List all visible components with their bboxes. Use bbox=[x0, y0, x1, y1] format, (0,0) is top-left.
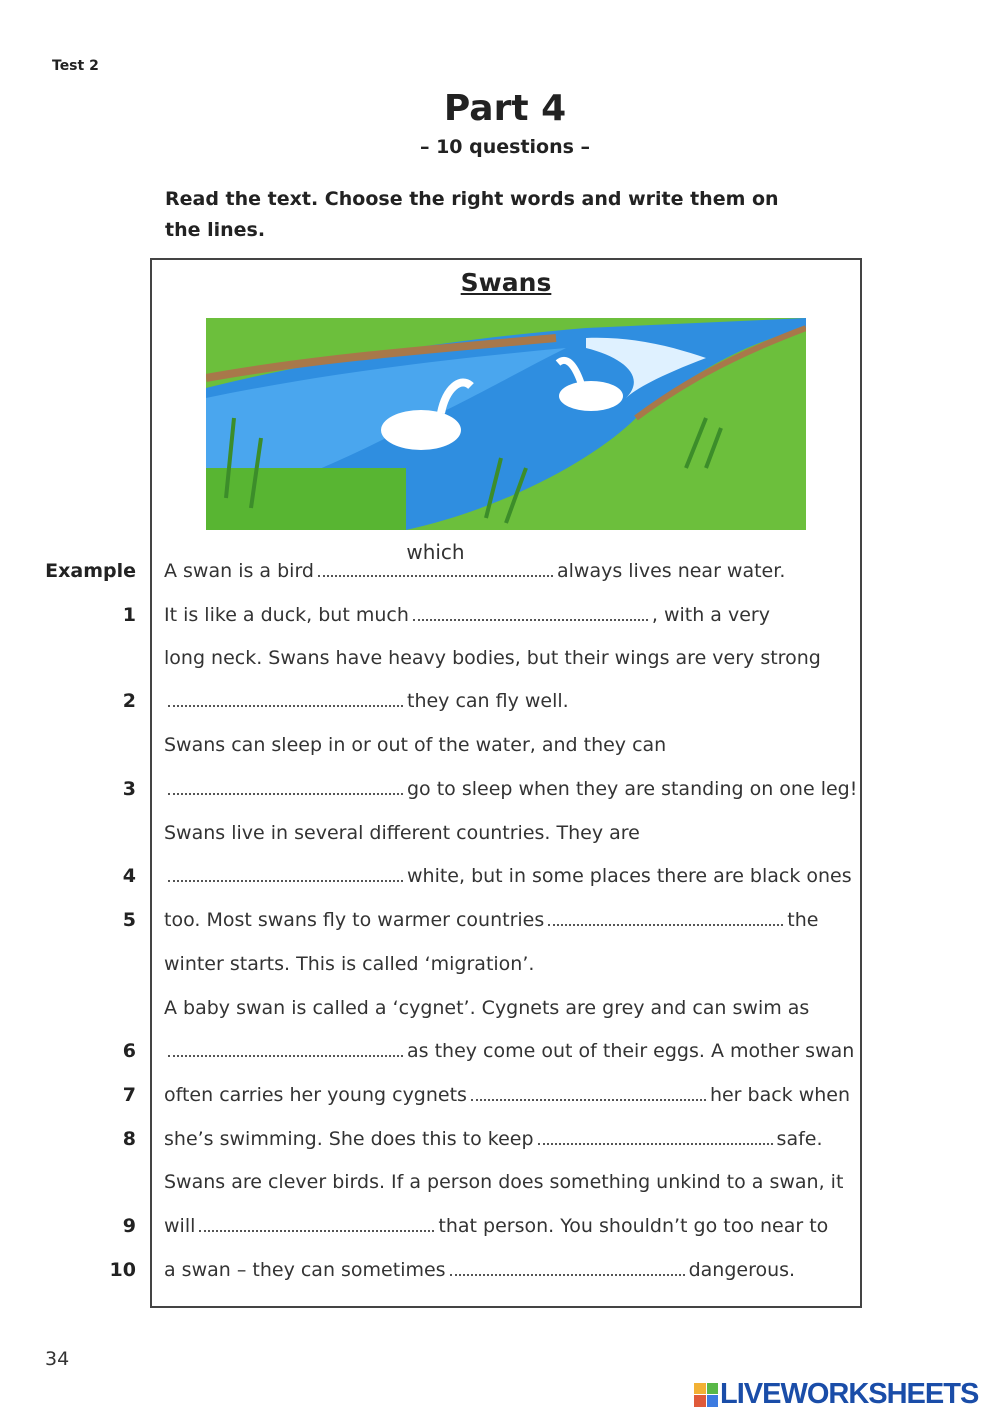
text-line: long neck. Swans have heavy bodies, but their wings are very strong bbox=[164, 647, 821, 669]
text-row bbox=[0, 778, 1000, 808]
brand-logo bbox=[694, 1378, 978, 1411]
text-after: as they come out of their eggs. A mother swan bbox=[407, 1040, 855, 1062]
text-line: Swans can sleep in or out of the water, and they can bbox=[164, 734, 667, 756]
text-line bbox=[164, 1040, 854, 1062]
text-line bbox=[164, 909, 818, 931]
question-number: 4 bbox=[122, 865, 136, 887]
brand-mark-icon bbox=[694, 1383, 718, 1407]
question-number: 9 bbox=[122, 1215, 136, 1237]
answer-blank[interactable] bbox=[199, 1215, 434, 1232]
text-row bbox=[0, 604, 1000, 634]
text-line bbox=[164, 604, 770, 626]
text-after: , with a very bbox=[651, 604, 770, 626]
subtitle: – 10 questions – bbox=[419, 136, 591, 158]
answer-blank[interactable] bbox=[450, 1259, 685, 1276]
test-label: Test 2 bbox=[52, 58, 99, 74]
text-after: white, but in some places there are black ones bbox=[407, 865, 852, 887]
text-after: the bbox=[787, 909, 819, 931]
part-title: Part 4 bbox=[443, 88, 567, 129]
text-after: her back when bbox=[709, 1084, 851, 1106]
text-row bbox=[0, 909, 1000, 939]
text-row bbox=[0, 690, 1000, 720]
answer-blank[interactable] bbox=[413, 604, 648, 621]
text-line bbox=[164, 1259, 795, 1281]
text-before: It is like a duck, but much bbox=[164, 604, 409, 626]
text-row bbox=[0, 540, 1000, 590]
text-row bbox=[0, 1128, 1000, 1158]
text-row bbox=[0, 865, 1000, 895]
text-line: Swans live in several different countries. They are bbox=[164, 822, 640, 844]
text-row bbox=[0, 997, 1000, 1027]
text-after: they can fly well. bbox=[407, 690, 569, 712]
text-line bbox=[164, 1215, 828, 1237]
answer-blank[interactable] bbox=[471, 1084, 706, 1101]
text-after: go to sleep when they are standing on one leg! bbox=[407, 778, 858, 800]
text-after: safe. bbox=[776, 1128, 823, 1150]
answer-blank[interactable] bbox=[168, 778, 403, 795]
answer-blank[interactable] bbox=[168, 690, 403, 707]
instruction: Read the text. Choose the right words and write them on the lines. bbox=[165, 188, 779, 241]
text-line: winter starts. This is called ‘migration’. bbox=[164, 953, 535, 975]
question-number: 10 bbox=[109, 1259, 136, 1281]
text-row bbox=[0, 734, 1000, 764]
text-row bbox=[0, 953, 1000, 983]
question-number: 2 bbox=[122, 690, 136, 712]
answer-blank[interactable] bbox=[168, 865, 403, 882]
text-before: will bbox=[164, 1215, 196, 1237]
question-number: 7 bbox=[122, 1084, 136, 1106]
answer-text: which bbox=[406, 540, 465, 564]
text-line bbox=[164, 778, 857, 800]
text-line: Swans are clever birds. If a person does something unkind to a swan, it bbox=[164, 1171, 844, 1193]
text-before: A swan is a bird bbox=[164, 560, 314, 582]
text-row bbox=[0, 1084, 1000, 1114]
text-line bbox=[164, 1128, 823, 1150]
answer-blank[interactable] bbox=[168, 1040, 403, 1057]
question-number: 1 bbox=[122, 604, 136, 626]
box-title: Swans bbox=[460, 268, 552, 297]
question-number: Example bbox=[45, 560, 136, 582]
text-row bbox=[0, 647, 1000, 677]
question-number: 8 bbox=[122, 1128, 136, 1150]
page-number: 34 bbox=[45, 1348, 70, 1370]
text-before: a swan – they can sometimes bbox=[164, 1259, 446, 1281]
question-number: 6 bbox=[122, 1040, 136, 1062]
text-after: always lives near water. bbox=[556, 560, 786, 582]
brand-text: LIVEWORKSHEETS bbox=[720, 1378, 979, 1410]
text-after: that person. You shouldn’t go too near to bbox=[438, 1215, 829, 1237]
question-number: 5 bbox=[122, 909, 136, 931]
text-line bbox=[164, 1084, 850, 1106]
text-line bbox=[164, 540, 786, 582]
text-before: she’s swimming. She does this to keep bbox=[164, 1128, 534, 1150]
text-line: A baby swan is called a ‘cygnet’. Cygnets are grey and can swim as bbox=[164, 997, 810, 1019]
answer-blank[interactable] bbox=[318, 540, 553, 577]
text-row bbox=[0, 1259, 1000, 1289]
text-line bbox=[164, 690, 569, 712]
text-row bbox=[0, 1040, 1000, 1070]
text-before: often carries her young cygnets bbox=[164, 1084, 467, 1106]
text-after: dangerous. bbox=[688, 1259, 796, 1281]
swans-illustration bbox=[206, 318, 806, 530]
text-row bbox=[0, 1171, 1000, 1201]
answer-blank[interactable] bbox=[538, 1128, 773, 1145]
text-line bbox=[164, 865, 852, 887]
text-before: too. Most swans fly to warmer countries bbox=[164, 909, 545, 931]
text-row bbox=[0, 822, 1000, 852]
question-number: 3 bbox=[122, 778, 136, 800]
text-row bbox=[0, 1215, 1000, 1245]
answer-blank[interactable] bbox=[548, 909, 783, 926]
